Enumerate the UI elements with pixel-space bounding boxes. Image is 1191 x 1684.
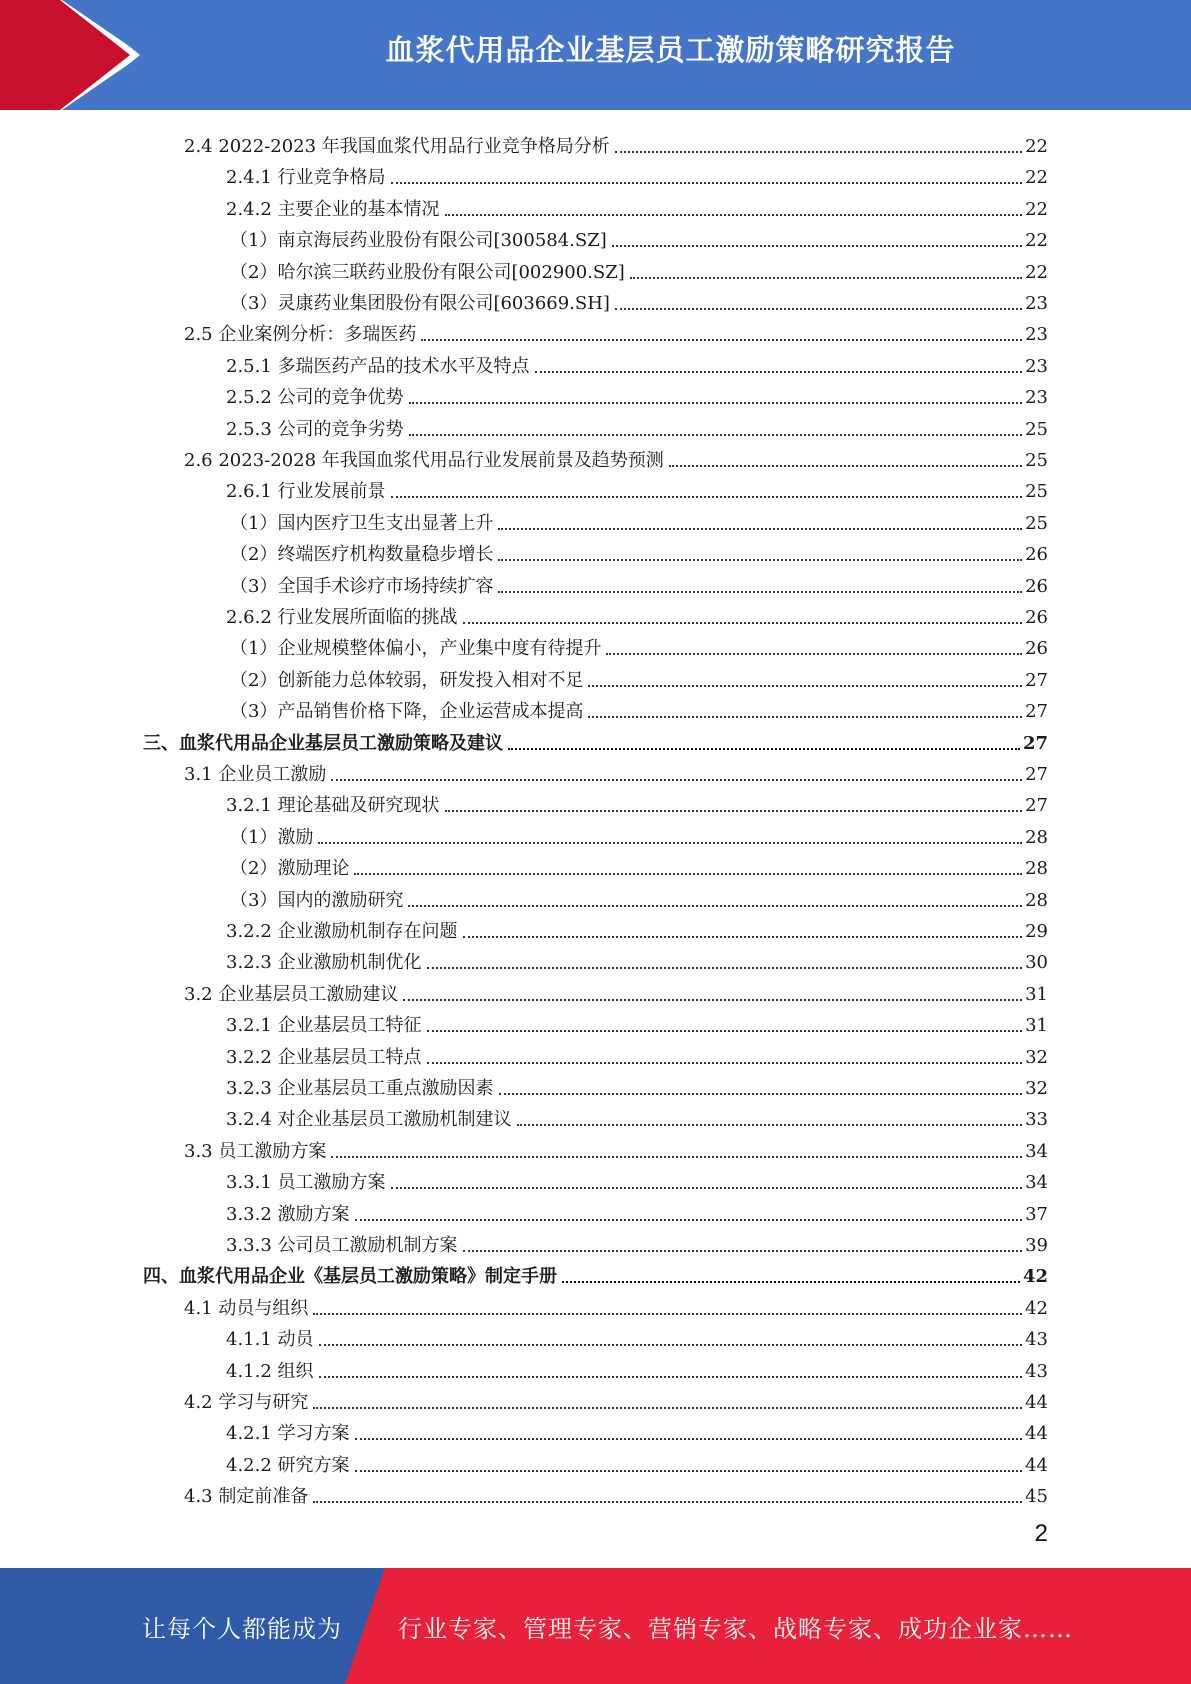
toc-entry-page: 22 <box>1025 261 1048 283</box>
toc-entry-title: 4.1 动员与组织 <box>184 1297 309 1319</box>
toc-leader-dots <box>498 528 1022 530</box>
toc-entry[interactable] <box>226 158 1048 189</box>
toc-entry-page: 37 <box>1025 1203 1048 1225</box>
toc-entry-title: 3.3.2 激励方案 <box>226 1203 350 1225</box>
toc-entry-page: 22 <box>1025 167 1048 189</box>
toc-entry[interactable] <box>226 190 1048 221</box>
toc-entry-title: 3.2.2 企业激励机制存在问题 <box>226 921 458 942</box>
toc-entry-page: 39 <box>1025 1235 1048 1256</box>
toc-entry-page: 25 <box>1025 512 1048 534</box>
toc-entry-title: （2）创新能力总体较弱，研发投入相对不足 <box>230 669 584 691</box>
toc-entry-title: 四、血浆代用品企业《基层员工激励策略》制定手册 <box>143 1266 557 1288</box>
header-banner <box>0 0 1191 110</box>
toc-entry[interactable] <box>184 1383 1048 1414</box>
toc-entry-title: 4.2 学习与研究 <box>184 1392 309 1413</box>
toc-entry[interactable] <box>226 1195 1048 1226</box>
toc-entry[interactable] <box>230 661 1048 692</box>
toc-entry-title: 3.2.4 对企业基层员工激励机制建议 <box>226 1109 512 1131</box>
toc-entry-page: 26 <box>1025 544 1048 566</box>
toc-entry-title: （3）国内的激励研究 <box>230 889 404 911</box>
toc-leader-dots <box>445 810 1023 812</box>
toc-entry[interactable] <box>184 1132 1048 1163</box>
toc-entry-page: 27 <box>1025 795 1048 817</box>
toc-leader-dots <box>319 1376 1023 1378</box>
toc-entry[interactable] <box>226 1446 1048 1477</box>
toc-leader-dots <box>331 1156 1022 1158</box>
toc-entry-page: 26 <box>1025 575 1048 597</box>
toc-entry-page: 23 <box>1025 324 1048 346</box>
toc-leader-dots <box>391 1187 1023 1189</box>
toc-entry[interactable] <box>143 1257 1048 1288</box>
toc-leader-dots <box>508 748 1020 750</box>
toc-entry-page: 43 <box>1025 1360 1048 1382</box>
toc-leader-dots <box>355 1438 1023 1440</box>
toc-leader-dots <box>588 685 1022 687</box>
toc-entry-title: （2）激励理论 <box>230 858 350 880</box>
toc-leader-dots <box>612 245 1022 247</box>
toc-entry-page: 26 <box>1025 638 1048 660</box>
toc-leader-dots <box>313 1407 1022 1409</box>
toc-leader-dots <box>498 559 1022 561</box>
toc-leader-dots <box>499 1093 1023 1095</box>
toc-leader-dots <box>319 1344 1023 1346</box>
toc-entry-title: 3.2.1 企业基层员工特征 <box>226 1015 422 1037</box>
toc-entry[interactable] <box>184 975 1048 1006</box>
toc-entry[interactable] <box>226 472 1048 503</box>
toc-leader-dots <box>409 434 1023 436</box>
toc-entry-page: 31 <box>1025 1015 1048 1037</box>
toc-entry-page: 25 <box>1025 450 1048 471</box>
toc-entry[interactable] <box>184 315 1048 346</box>
toc-entry-page: 27 <box>1022 732 1048 754</box>
toc-entry-title: 3.2.1 理论基础及研究现状 <box>226 795 440 817</box>
toc-leader-dots <box>355 1470 1023 1472</box>
toc-entry-title: 2.5.2 公司的竞争优势 <box>226 387 404 409</box>
toc-leader-dots <box>427 967 1023 969</box>
page-number: 2 <box>1034 1520 1048 1547</box>
toc-entry-title: 2.6 2023-2028 年我国血浆代用品行业发展前景及趋势预测 <box>184 450 664 471</box>
toc-entry-page: 31 <box>1025 983 1048 1005</box>
toc-entry-page: 27 <box>1025 764 1048 785</box>
toc-entry-page: 42 <box>1025 1297 1048 1319</box>
toc-entry-page: 34 <box>1025 1140 1048 1162</box>
toc-entry[interactable] <box>226 1320 1048 1351</box>
toc-leader-dots <box>606 653 1022 655</box>
toc-entry-title: （3）全国手术诊疗市场持续扩容 <box>230 575 494 597</box>
toc-entry[interactable] <box>226 786 1048 817</box>
toc-entry[interactable] <box>230 567 1048 598</box>
toc-leader-dots <box>498 591 1022 593</box>
toc-entry-page: 27 <box>1025 669 1048 691</box>
toc-entry-page: 23 <box>1025 293 1048 314</box>
toc-entry-title: 3.2.3 企业基层员工重点激励因素 <box>226 1078 494 1099</box>
toc-leader-dots <box>588 716 1022 718</box>
toc-entry-title: （3）产品销售价格下降，企业运营成本提高 <box>230 701 584 723</box>
toc-entry-page: 43 <box>1025 1329 1048 1351</box>
toc-entry-title: 4.1.2 组织 <box>226 1360 314 1382</box>
toc-entry-title: （2）哈尔滨三联药业股份有限公司[002900.SZ] <box>230 261 625 283</box>
toc-entry-title: 2.4.1 行业竞争格局 <box>226 167 386 189</box>
toc-entry[interactable] <box>184 441 1048 472</box>
toc-entry[interactable] <box>226 598 1048 629</box>
toc-entry-title: 3.3.1 员工激励方案 <box>226 1172 386 1194</box>
toc-entry-page: 22 <box>1025 230 1048 252</box>
toc-leader-dots <box>427 1030 1023 1032</box>
toc-entry-page: 26 <box>1025 607 1048 628</box>
toc-leader-dots <box>535 371 1023 373</box>
toc-entry-page: 25 <box>1025 418 1048 440</box>
toc-entry-page: 28 <box>1025 826 1048 848</box>
toc-entry[interactable] <box>226 1226 1048 1257</box>
toc-entry[interactable] <box>230 692 1048 723</box>
toc-entry[interactable] <box>184 1477 1048 1508</box>
toc-leader-dots <box>318 842 1022 844</box>
toc-leader-dots <box>463 1250 1023 1252</box>
toc-entry[interactable] <box>230 629 1048 660</box>
toc-entry[interactable] <box>226 912 1048 943</box>
toc-leader-dots <box>403 999 1022 1001</box>
toc-leader-dots <box>445 214 1023 216</box>
toc-leader-dots <box>669 465 1022 467</box>
toc-leader-dots <box>409 402 1023 404</box>
toc-entry-page: 34 <box>1025 1172 1048 1194</box>
toc-entry[interactable] <box>184 755 1048 786</box>
toc-entry[interactable] <box>230 221 1048 252</box>
toc-entry[interactable] <box>226 1163 1048 1194</box>
toc-leader-dots <box>331 779 1022 781</box>
footer-slogan-left: 让每个人都能成为 <box>142 1615 342 1643</box>
toc-entry[interactable] <box>184 1289 1048 1320</box>
footer-slogan-right: 行业专家、管理专家、营销专家、战略专家、成功企业家…… <box>398 1615 1073 1643</box>
toc-entry-title: 4.1.1 动员 <box>226 1329 314 1351</box>
toc-entry[interactable] <box>230 504 1048 535</box>
toc-entry-page: 23 <box>1025 387 1048 409</box>
toc-entry-title: 2.4 2022-2023 年我国血浆代用品行业竞争格局分析 <box>184 136 610 157</box>
toc-entry[interactable] <box>230 253 1048 284</box>
toc-entry[interactable] <box>230 535 1048 566</box>
toc-entry-title: 3.1 企业员工激励 <box>184 764 327 785</box>
toc-entry-page: 27 <box>1025 701 1048 723</box>
toc-leader-dots <box>313 1501 1022 1503</box>
toc-leader-dots <box>562 1281 1020 1283</box>
toc-entry[interactable] <box>226 943 1048 974</box>
toc-leader-dots <box>615 308 1022 310</box>
toc-entry-title: （1）南京海辰药业股份有限公司[300584.SZ] <box>230 230 607 252</box>
toc-entry-page: 44 <box>1025 1454 1048 1476</box>
toc-entry-page: 29 <box>1025 921 1048 942</box>
toc-leader-dots <box>391 182 1023 184</box>
toc-entry-title: （1）国内医疗卫生支出显著上升 <box>230 512 494 534</box>
toc-entry[interactable] <box>230 818 1048 849</box>
toc-entry[interactable] <box>230 881 1048 912</box>
toc-leader-dots <box>463 622 1023 624</box>
page-title: 血浆代用品企业基层员工激励策略研究报告 <box>385 33 956 67</box>
toc-entry[interactable] <box>184 127 1048 158</box>
toc-entry-page: 25 <box>1025 481 1048 503</box>
toc-entry-title: 3.2 企业基层员工激励建议 <box>184 983 399 1005</box>
toc-entry-title: 2.4.2 主要企业的基本情况 <box>226 198 440 220</box>
toc-entry[interactable] <box>230 284 1048 315</box>
toc-entry-page: 28 <box>1025 889 1048 911</box>
toc-entry[interactable] <box>226 410 1048 441</box>
toc-leader-dots <box>427 1062 1023 1064</box>
toc-entry-page: 22 <box>1025 198 1048 220</box>
toc-entry-title: 3.3.3 公司员工激励机制方案 <box>226 1235 458 1256</box>
toc-entry-title: 3.3 员工激励方案 <box>184 1140 327 1162</box>
toc-entry-title: 4.2.1 学习方案 <box>226 1423 350 1445</box>
toc-entry-title: 3.2.3 企业激励机制优化 <box>226 952 422 974</box>
toc-leader-dots <box>354 873 1022 875</box>
toc-entry-title: 3.2.2 企业基层员工特点 <box>226 1046 422 1068</box>
toc-leader-dots <box>408 905 1022 907</box>
toc-entry-title: 三、血浆代用品企业基层员工激励策略及建议 <box>143 732 503 754</box>
toc-entry-page: 23 <box>1025 355 1048 377</box>
toc-entry-page: 33 <box>1025 1109 1048 1131</box>
toc-leader-dots <box>391 496 1023 498</box>
toc-entry-title: （1）激励 <box>230 826 314 848</box>
toc-entry-page: 22 <box>1025 136 1048 157</box>
toc-entry-title: 4.2.2 研究方案 <box>226 1454 350 1476</box>
toc-entry[interactable] <box>226 1069 1048 1100</box>
toc-entry-title: （1）企业规模整体偏小，产业集中度有待提升 <box>230 638 602 660</box>
toc-entry[interactable] <box>143 724 1048 755</box>
toc-entry[interactable] <box>226 1038 1048 1069</box>
toc-entry-page: 44 <box>1025 1423 1048 1445</box>
toc-entry-page: 45 <box>1025 1486 1048 1508</box>
toc-entry-title: （3）灵康药业集团股份有限公司[603669.SH] <box>230 293 610 314</box>
toc-leader-dots <box>630 277 1022 279</box>
toc-entry-title: 2.6.1 行业发展前景 <box>226 481 386 503</box>
toc-entry-page: 32 <box>1025 1078 1048 1099</box>
toc-entry-title: 2.5.1 多瑞医药产品的技术水平及特点 <box>226 355 530 377</box>
toc-leader-dots <box>463 936 1023 938</box>
toc-entry-page: 32 <box>1025 1046 1048 1068</box>
toc-leader-dots <box>355 1219 1023 1221</box>
toc-entry[interactable] <box>226 1006 1048 1037</box>
toc-entry-title: 2.5.3 公司的竞争劣势 <box>226 418 404 440</box>
toc-leader-dots <box>313 1313 1022 1315</box>
toc-entry-page: 28 <box>1025 858 1048 880</box>
toc-entry[interactable] <box>230 849 1048 880</box>
toc-entry-title: 2.5 企业案例分析：多瑞医药 <box>184 324 417 346</box>
toc-leader-dots <box>615 151 1022 153</box>
toc-entry[interactable] <box>226 1414 1048 1445</box>
toc-entry[interactable] <box>226 347 1048 378</box>
toc-entry[interactable] <box>226 1100 1048 1131</box>
toc-entry-title: （2）终端医疗机构数量稳步增长 <box>230 544 494 566</box>
toc-entry[interactable] <box>226 1352 1048 1383</box>
toc-entry[interactable] <box>226 378 1048 409</box>
toc-leader-dots <box>517 1124 1023 1126</box>
toc-entry-title: 4.3 制定前准备 <box>184 1486 309 1508</box>
toc-entry-title: 2.6.2 行业发展所面临的挑战 <box>226 607 458 628</box>
toc-leader-dots <box>421 339 1022 341</box>
red-arrow-decoration <box>0 0 150 110</box>
toc-entry-page: 44 <box>1025 1392 1048 1413</box>
toc-entry-page: 42 <box>1022 1266 1048 1288</box>
footer-banner <box>0 1568 1191 1684</box>
toc-entry-page: 30 <box>1025 952 1048 974</box>
